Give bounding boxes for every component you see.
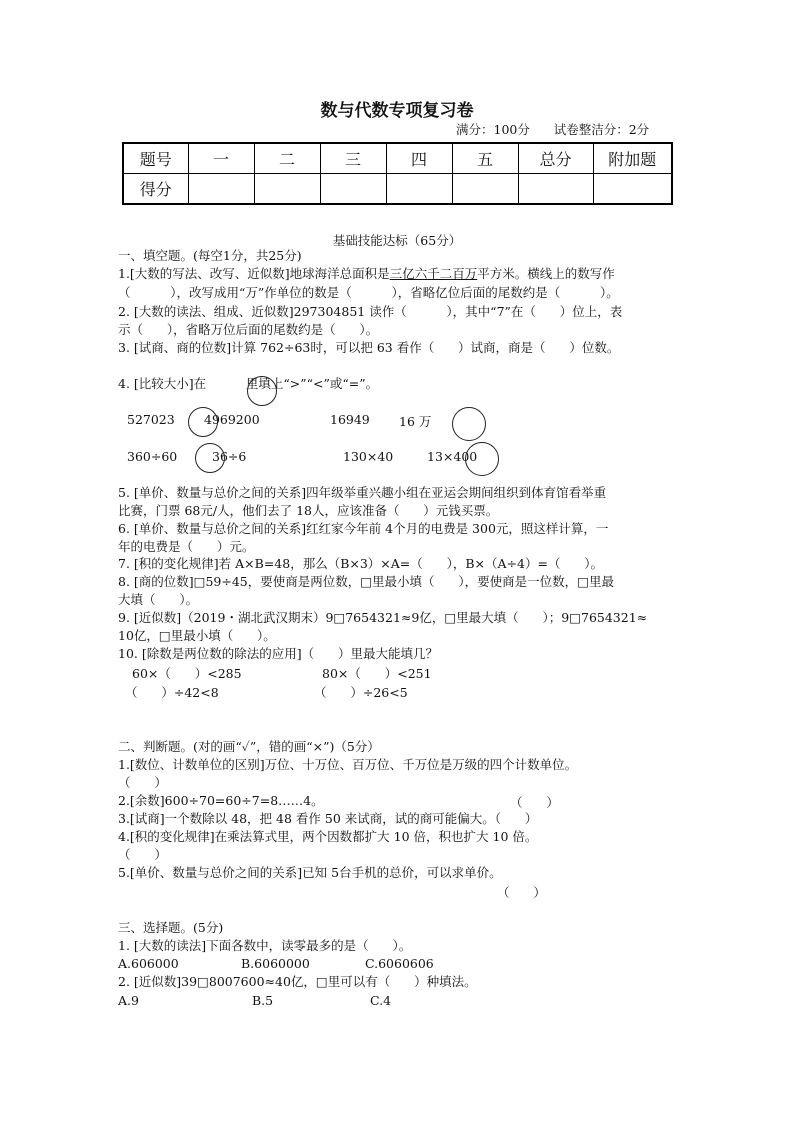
judge-1-line1: 1.[数位、计数单位的区别]万位、十万位、百万位、千万位是万级的四个计数单位。 <box>118 757 578 772</box>
score-cell[interactable] <box>188 174 254 205</box>
compare-item: 36÷6 <box>212 449 247 464</box>
question-3: 3. [试商、商的位数]计算 762÷63时，可以把 63 看作（ ）试商，商是（ ）位数。 <box>118 340 620 355</box>
score-cell[interactable] <box>593 174 672 205</box>
score-cell[interactable] <box>254 174 320 205</box>
score-table-score-row <box>123 174 672 205</box>
question-9-line1: 9. [近似数]（2019・湖北武汉期末）9□7654321≈9亿，□里最大填（ ）；9□7654321≈ <box>118 610 648 625</box>
neat-score: 试卷整洁分：2分 <box>553 122 650 137</box>
header-cell: 一 <box>188 143 254 174</box>
header-cell: 题号 <box>123 143 188 174</box>
score-table <box>122 142 673 205</box>
question-10-item: （ ）÷26<5 <box>314 685 408 700</box>
comparison-circle[interactable] <box>452 407 486 441</box>
choice-1-option-c[interactable]: C.6060606 <box>365 956 434 971</box>
header-cell: 五 <box>452 143 518 174</box>
compare-item: 13×400 <box>427 449 478 464</box>
compare-item: 4969200 <box>204 412 260 427</box>
judge-4-line1: 4.[积的变化规律]在乘法算式里，两个因数都扩大 10 倍，积也扩大 10 倍。 <box>118 829 538 844</box>
part3-heading: 三、选择题。(5分) <box>118 920 224 935</box>
underlined-number: 三亿六千二百万 <box>389 266 478 281</box>
score-cell[interactable] <box>320 174 386 205</box>
choice-1-option-a[interactable]: A.606000 <box>118 956 179 971</box>
judge-1-line2: （ ） <box>118 775 167 790</box>
compare-item: 360÷60 <box>127 449 178 464</box>
section-heading: 基础技能达标（65分） <box>332 233 462 248</box>
header-cell: 总分 <box>518 143 593 174</box>
question-10-item: 80×（ ）<251 <box>322 666 432 681</box>
score-info <box>456 120 649 138</box>
judge-3: 3.[试商]一个数除以 48，把 48 看作 50 来试商，试的商可能偏大。（ ） <box>118 811 538 826</box>
question-8-line1: 8. [商的位数]□59÷45，要使商是两位数，□里最小填（ ），要使商是一位数，□里最 <box>118 574 614 589</box>
question-10-item: 60×（ ）<285 <box>132 666 242 681</box>
part2-heading: 二、判断题。(对的画“✓”，错的画“×”)（5分） <box>118 739 380 754</box>
judge-4-line2: （ ） <box>118 847 167 862</box>
full-score: 满分：100分 <box>456 122 530 137</box>
judge-5: 5.[单价、数量与总价之间的关系]已知 5台手机的总价，可以求单价。 <box>118 865 502 880</box>
page-title: 数与代数专项复习卷 <box>320 101 474 121</box>
header-cell: 二 <box>254 143 320 174</box>
question-5-line2: 比赛，门票 68元/人，他们去了 18人，应该准备（ ）元钱买票。 <box>118 503 499 518</box>
score-cell[interactable] <box>386 174 452 205</box>
header-cell: 附加题 <box>593 143 672 174</box>
choice-1-option-b[interactable]: B.6060000 <box>241 956 310 971</box>
comparison-circle[interactable] <box>465 442 499 476</box>
compare-item: 130×40 <box>343 449 394 464</box>
question-6-line1: 6. [单价、数量与总价之间的关系]红红家今年前 4个月的电费是 300元，照这样计算，一 <box>118 521 609 536</box>
choice-2-option-b[interactable]: B.5 <box>252 993 274 1008</box>
score-cell[interactable] <box>452 174 518 205</box>
question-1-line2: （ ），改写成用“万”作单位的数是（ ），省略亿位后面的尾数约是（ ）。 <box>118 285 619 300</box>
compare-item: 16949 <box>330 412 370 427</box>
choice-1: 1. [大数的读法]下面各数中，读零最多的是（ ）。 <box>118 938 412 953</box>
choice-2-option-c[interactable]: C.4 <box>370 993 392 1008</box>
judge-5-paren: （ ） <box>497 885 546 900</box>
header-cell: 四 <box>386 143 452 174</box>
question-9-line2: 10亿，□里最小填（ ）。 <box>118 628 276 643</box>
question-2-line2: 示（ ），省略万位后面的尾数约是（ ）。 <box>118 322 379 337</box>
question-6-line2: 年的电费是（ ）元。 <box>118 539 255 554</box>
compare-item: 16 万 <box>399 414 432 429</box>
question-4: 4. [比较大小]在 里填上“>”“<”或“=”。 <box>118 376 379 391</box>
compare-item: 527023 <box>127 412 175 427</box>
comparison-circle <box>247 376 277 406</box>
question-7: 7. [积的变化规律]若 A×B=48，那么（B×3）×A=（ ），B×（A÷4）=（ ）。 <box>118 556 604 571</box>
judge-2: 2.[余数]600÷70=60÷7=8……4。 <box>118 793 324 808</box>
question-1-line1: 1.[大数的写法、改写、近似数]地球海洋总面积是三亿六千二百万平方米。横线上的数写作 <box>118 266 615 281</box>
judge-2-paren: （ ） <box>510 795 559 810</box>
score-table-header-row <box>123 143 672 174</box>
choice-2-option-a[interactable]: A.9 <box>118 993 139 1008</box>
question-2-line1: 2. [大数的读法、组成、近似数]297304851 读作（ ），其中“7”在（ ）位上，表 <box>118 304 623 319</box>
choice-2: 2. [近似数]39□8007600≈40亿，□里可以有（ ）种填法。 <box>118 974 477 989</box>
question-10-item: （ ）÷42<8 <box>125 685 219 700</box>
question-8-line2: 大填（ ）。 <box>118 592 199 607</box>
score-label-cell: 得分 <box>123 174 188 205</box>
score-cell[interactable] <box>518 174 593 205</box>
header-cell: 三 <box>320 143 386 174</box>
question-5-line1: 5. [单价、数量与总价之间的关系]四年级举重兴趣小组在亚运会期间组织到体育馆看举重 <box>118 485 607 500</box>
part1-heading: 一、填空题。(每空1分，共25分) <box>118 248 302 263</box>
question-10: 10. [除数是两位数的除法的应用]（ ）里最大能填几？ <box>118 646 438 661</box>
